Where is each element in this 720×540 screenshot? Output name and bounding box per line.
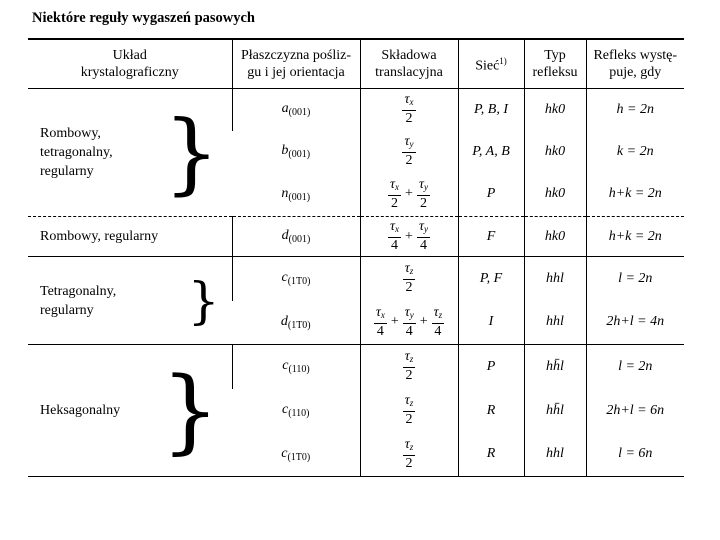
text: z xyxy=(409,354,414,365)
reflection-type-cell xyxy=(524,89,586,131)
text: (110) xyxy=(288,408,310,419)
text: Rombowy, xyxy=(40,126,101,141)
text: P, F xyxy=(479,270,503,286)
header-uklad: Układ krystalograficzny xyxy=(80,48,179,80)
system-cell xyxy=(28,345,232,477)
text: regularny xyxy=(40,302,94,318)
text: (001) xyxy=(288,149,311,160)
system-label xyxy=(40,124,113,181)
text: h+k = 2n xyxy=(608,186,662,202)
reflection-type-cell xyxy=(524,345,586,389)
text: τ xyxy=(418,219,424,234)
text: hh̄l xyxy=(546,358,564,374)
text: z xyxy=(409,266,414,277)
plus-sign: + xyxy=(405,186,413,202)
text: τ xyxy=(390,176,396,192)
text: (1T0) xyxy=(287,319,311,331)
text: Tetragonalny, xyxy=(40,283,117,299)
text: τ xyxy=(390,219,396,234)
condition-cell xyxy=(586,345,684,389)
lattice-cell xyxy=(458,433,524,477)
fraction xyxy=(403,393,416,428)
text: z xyxy=(438,309,443,320)
header-row xyxy=(28,39,684,89)
text: c xyxy=(281,270,288,286)
glide-plane-cell xyxy=(232,389,360,433)
text: h = 2n xyxy=(616,101,654,117)
translation-cell xyxy=(360,257,458,301)
lattice-cell xyxy=(458,131,524,173)
extinction-rules-table xyxy=(28,38,684,477)
text: x xyxy=(409,97,414,108)
fraction xyxy=(417,219,430,254)
text: τ xyxy=(433,304,439,320)
lattice-cell xyxy=(458,345,524,389)
condition-cell xyxy=(586,433,684,477)
glide-plane-cell xyxy=(232,433,360,477)
text: hk0 xyxy=(544,186,566,202)
text: (1T0) xyxy=(287,451,311,463)
text: τ xyxy=(418,176,424,192)
header-plaszczyzna: Płaszczyzna pośliz- gu i jej orientacja xyxy=(232,39,360,89)
brace-icon: } xyxy=(187,271,220,330)
table-row xyxy=(28,345,684,389)
lattice-cell xyxy=(458,217,524,257)
fraction xyxy=(402,92,415,127)
text: hhl xyxy=(546,446,564,462)
text: Rombowy, regularny xyxy=(40,229,159,244)
text: 2 xyxy=(405,412,413,427)
text: l = 2n xyxy=(618,270,653,286)
text: c xyxy=(281,402,289,417)
system-label xyxy=(40,227,158,246)
text: τ xyxy=(404,261,410,277)
glide-plane-cell xyxy=(232,131,360,173)
glide-plane-cell xyxy=(232,217,360,257)
translation-cell xyxy=(360,217,458,257)
condition-cell xyxy=(586,131,684,173)
reflection-type-cell xyxy=(524,217,586,257)
brace-icon: } xyxy=(163,100,220,204)
text: hk0 xyxy=(544,143,566,159)
text: P xyxy=(486,358,496,374)
condition-cell xyxy=(586,389,684,433)
fraction xyxy=(403,305,416,340)
text: Heksagonalny xyxy=(40,403,121,418)
text: d xyxy=(281,228,289,243)
table-row xyxy=(28,217,684,257)
text: z xyxy=(409,441,414,452)
text: 2 xyxy=(405,280,413,296)
header-siec: Sieć$^{1)}$ xyxy=(458,39,524,89)
text: y xyxy=(423,181,428,192)
glide-plane-cell xyxy=(232,257,360,301)
plus-sign: + xyxy=(419,314,428,330)
group-0 xyxy=(28,89,684,217)
text: hhl xyxy=(546,270,564,286)
text: b xyxy=(281,143,289,158)
text: (001) xyxy=(288,234,311,245)
text: τ xyxy=(404,393,410,408)
reflection-type-cell xyxy=(524,301,586,345)
text: (001) xyxy=(288,107,311,119)
glide-plane-cell xyxy=(232,301,360,345)
glide-plane-cell xyxy=(232,89,360,131)
text: 2 xyxy=(405,455,413,471)
translation-cell xyxy=(360,173,458,217)
lattice-cell xyxy=(458,89,524,131)
text: 2 xyxy=(419,195,427,211)
reflection-type-cell xyxy=(524,257,586,301)
system-cell xyxy=(28,89,232,217)
text: R xyxy=(486,402,496,418)
text: P xyxy=(486,186,496,202)
system-label xyxy=(40,282,116,320)
table-row xyxy=(28,257,684,301)
text: a xyxy=(281,101,289,117)
text: x xyxy=(380,309,385,320)
text: regularny xyxy=(40,164,94,179)
text: 2h+l = 4n xyxy=(606,314,665,330)
group-3 xyxy=(28,345,684,477)
text: τ xyxy=(404,92,410,108)
reflection-type-cell xyxy=(524,173,586,217)
fraction xyxy=(403,349,416,384)
fraction xyxy=(403,437,416,472)
translation-cell xyxy=(360,301,458,345)
fraction xyxy=(388,177,401,212)
text: y xyxy=(423,224,428,234)
text: y xyxy=(409,309,414,320)
plus-sign: + xyxy=(390,314,399,330)
text: τ xyxy=(404,436,410,452)
group-1 xyxy=(28,217,684,257)
text: k = 2n xyxy=(616,143,654,159)
group-2 xyxy=(28,257,684,345)
text: hh̄l xyxy=(546,402,564,418)
fraction xyxy=(388,219,401,254)
text: 2 xyxy=(405,111,413,127)
translation-cell xyxy=(360,131,458,173)
text: (1T0) xyxy=(287,276,311,288)
text: (001) xyxy=(288,191,311,203)
page-title: Niektóre reguły wygaszeń pasowych xyxy=(32,10,255,26)
text: 2h+l = 6n xyxy=(606,402,665,418)
system-cell xyxy=(28,257,232,345)
text: 4 xyxy=(434,323,442,339)
table-row xyxy=(28,89,684,131)
condition-cell xyxy=(586,89,684,131)
text: 2 xyxy=(405,368,413,384)
header-skladowa: Składowa translacyjna xyxy=(360,39,458,89)
reflection-type-cell xyxy=(524,433,586,477)
text: R xyxy=(486,446,496,462)
text: c xyxy=(282,358,289,374)
system-label xyxy=(40,401,120,420)
text: τ xyxy=(375,304,381,320)
header-typ: Typ refleksu xyxy=(524,39,586,89)
fraction xyxy=(403,261,416,296)
translation-cell xyxy=(360,89,458,131)
text: τ xyxy=(404,349,410,365)
translation-cell xyxy=(360,345,458,389)
text: y xyxy=(409,139,414,149)
text: 4 xyxy=(391,238,399,253)
text: z xyxy=(409,398,414,408)
system-cell xyxy=(28,217,232,257)
text: 4 xyxy=(419,238,427,253)
text: hk0 xyxy=(544,101,566,117)
text: l = 6n xyxy=(618,446,653,462)
text: P, A, B xyxy=(472,143,510,159)
text: d xyxy=(280,313,288,329)
glide-plane-cell xyxy=(232,173,360,217)
text: l = 2n xyxy=(618,358,653,374)
text: P, B, I xyxy=(474,101,508,117)
text: τ xyxy=(404,304,410,320)
fraction xyxy=(402,134,415,169)
text: I xyxy=(488,314,494,330)
text: τ xyxy=(404,134,410,149)
text: hhl xyxy=(546,314,564,330)
text: (110) xyxy=(288,364,310,376)
text: x xyxy=(395,224,400,234)
reflection-type-cell xyxy=(524,131,586,173)
condition-cell xyxy=(586,217,684,257)
translation-cell xyxy=(360,389,458,433)
text: 2 xyxy=(405,153,413,168)
lattice-cell xyxy=(458,389,524,433)
text: 4 xyxy=(405,323,413,339)
brace-icon: } xyxy=(160,356,220,464)
condition-cell xyxy=(586,257,684,301)
lattice-cell xyxy=(458,257,524,301)
reflection-type-cell xyxy=(524,389,586,433)
fraction xyxy=(417,177,430,212)
text: x xyxy=(395,181,400,192)
text: F xyxy=(486,228,496,244)
glide-plane-cell xyxy=(232,345,360,389)
text: n xyxy=(281,185,289,201)
text: tetragonalny, xyxy=(40,145,113,160)
text: hk0 xyxy=(544,228,566,244)
text: 2 xyxy=(391,195,399,211)
text: c xyxy=(281,445,288,461)
text: h+k = 2n xyxy=(608,228,662,244)
lattice-cell xyxy=(458,301,524,345)
condition-cell xyxy=(586,301,684,345)
plus-sign: + xyxy=(405,228,413,244)
translation-cell xyxy=(360,433,458,477)
header-refleks: Refleks wystę- puje, gdy xyxy=(586,39,684,89)
condition-cell xyxy=(586,173,684,217)
fraction xyxy=(432,305,445,340)
text: 4 xyxy=(376,323,384,339)
fraction xyxy=(374,305,387,340)
lattice-cell xyxy=(458,173,524,217)
